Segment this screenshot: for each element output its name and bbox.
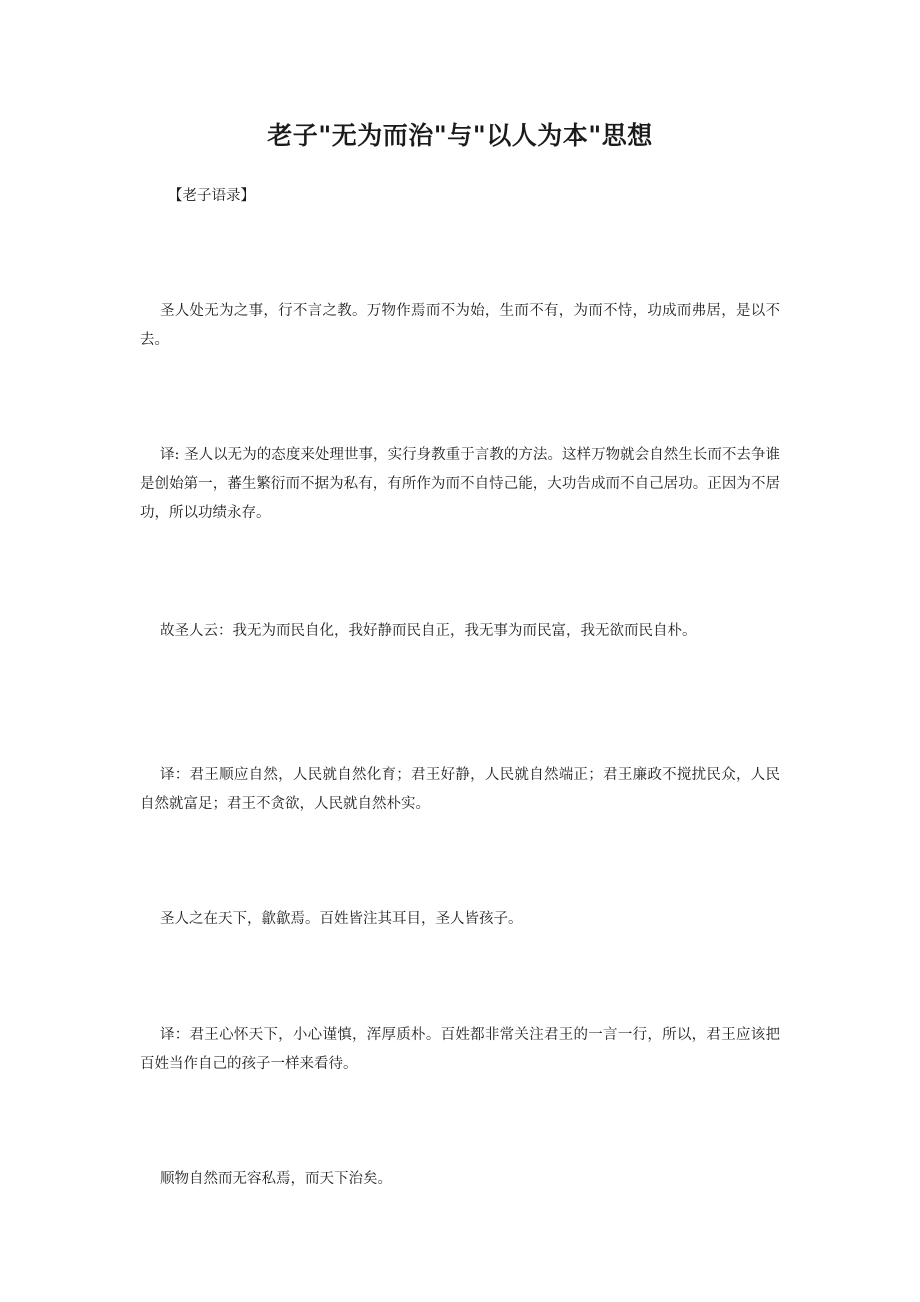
paragraph-translation-3: 译：君王心怀天下，小心谨慎，浑厚质朴。百姓都非常关注君王的一言一行，所以，君王应该把百姓当作自己的孩子一样来看待。 xyxy=(140,1027,780,1072)
document-title: 老子"无为而治"与"以人为本"思想 xyxy=(267,121,653,150)
paragraph-translation-2: 译：君王顺应自然，人民就自然化育；君王好静，人民就自然端正；君王廉政不搅扰民众，人民自然就富足；君王不贪欲，人民就自然朴实。 xyxy=(140,767,780,812)
paragraph-quote-3: 圣人之在天下，歙歙焉。百姓皆注其耳目，圣人皆孩子。 xyxy=(160,911,523,927)
paragraph-quote-1: 圣人处无为之事，行不言之教。万物作焉而不为始，生而不有，为而不恃，功成而弗居，是以不去。 xyxy=(140,303,780,348)
paragraph-quote-2: 故圣人云：我无为而民自化，我好静而民自正，我无事为而民富，我无欲而民自朴。 xyxy=(160,623,697,639)
paragraph-translation-1: 译: 圣人以无为的态度来处理世事，实行身教重于言教的方法。这样万物就会自然生长而不去争谁是创始第一，蕃生繁衍而不据为私有，有所作为而不自恃己能，大功告成而不自己居功。正因为不居功，所以功绩永存。 xyxy=(140,447,780,521)
paragraph-quote-4: 顺物自然而无容私焉，而天下治矣。 xyxy=(160,1171,392,1187)
section-label: 【老子语录】 xyxy=(168,188,255,204)
